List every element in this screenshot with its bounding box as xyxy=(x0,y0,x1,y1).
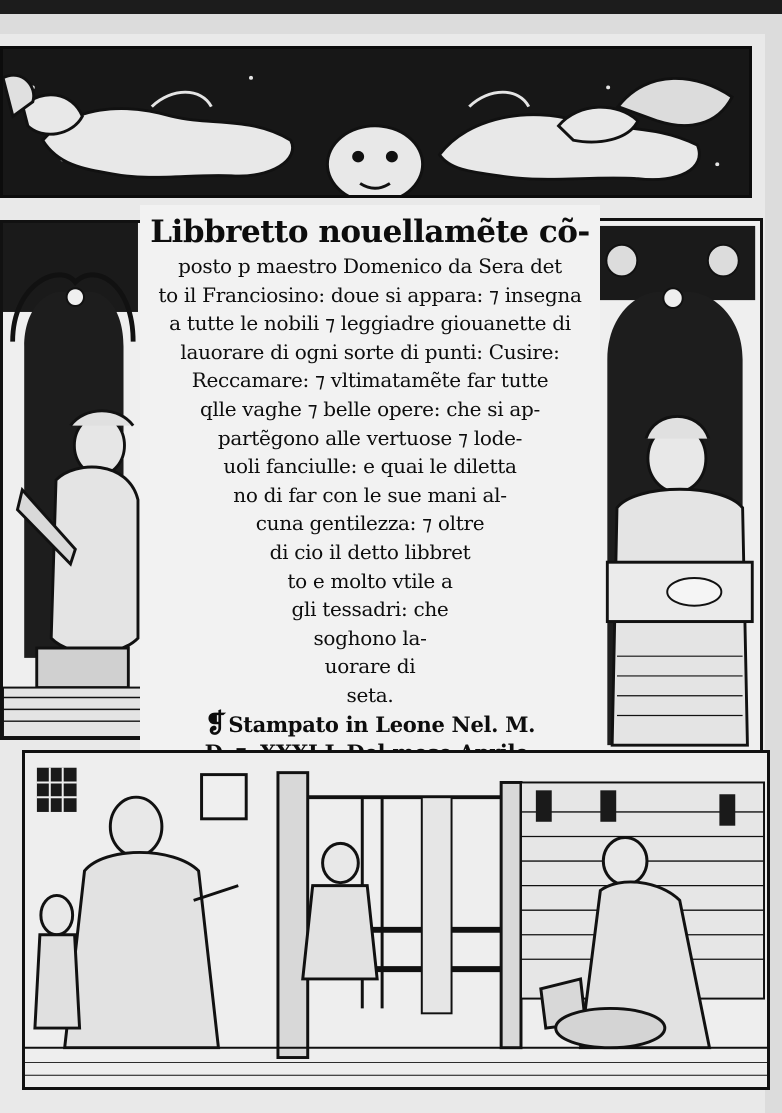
body-line-14: soghono la- xyxy=(313,625,427,650)
body-line-5: Reccamare: ⁊ vltimatamẽte far tutte xyxy=(191,368,549,393)
colophon-text-1: Stampato in Leone Nel. M. xyxy=(228,711,536,737)
body-line-7: partẽgono alle vertuose ⁊ lode- xyxy=(217,425,523,450)
book-title-line: Libbretto nouellamẽte cõ- xyxy=(150,214,590,250)
title-page-text xyxy=(140,212,600,768)
body-line-1: posto p maestro Domenico da Sera det xyxy=(178,254,562,278)
body-line-13: gli tessadri: che xyxy=(291,597,449,622)
colophon-line-1 xyxy=(140,710,600,740)
bottom-woodcut-panel xyxy=(22,750,770,1090)
right-woodcut-panel xyxy=(585,218,763,764)
body-line-10: cuna gentilezza: ⁊ oltre xyxy=(255,511,485,536)
body-line-11: di cio il detto libbret xyxy=(269,539,471,564)
body-line-9: no di far con le sue mani al- xyxy=(233,482,507,507)
woman-embroidering-image xyxy=(588,221,760,761)
body-line-3: a tutte le nobili ⁊ leggiadre giouanette di xyxy=(169,311,571,336)
paragraph-mark-icon: ❡ xyxy=(204,708,227,739)
body-line-12: to e molto vtile a xyxy=(287,568,453,593)
body-line-8: uoli fanciulle: e quai le diletta xyxy=(223,454,517,479)
body-line-4: lauorare di ogni sorte di punti: Cusire: xyxy=(180,339,560,364)
weaving-workshop-image xyxy=(25,753,767,1087)
body-line-16: seta. xyxy=(346,682,394,707)
body-line-2: to il Franciosino: doue si appara: ⁊ insegna xyxy=(158,282,582,307)
body-line-6: qlle vaghe ⁊ belle opere: che si ap- xyxy=(200,396,540,421)
body-line-15: uorare di xyxy=(324,654,416,679)
animal-frieze-image xyxy=(3,49,749,195)
top-border-woodcut xyxy=(0,46,752,198)
